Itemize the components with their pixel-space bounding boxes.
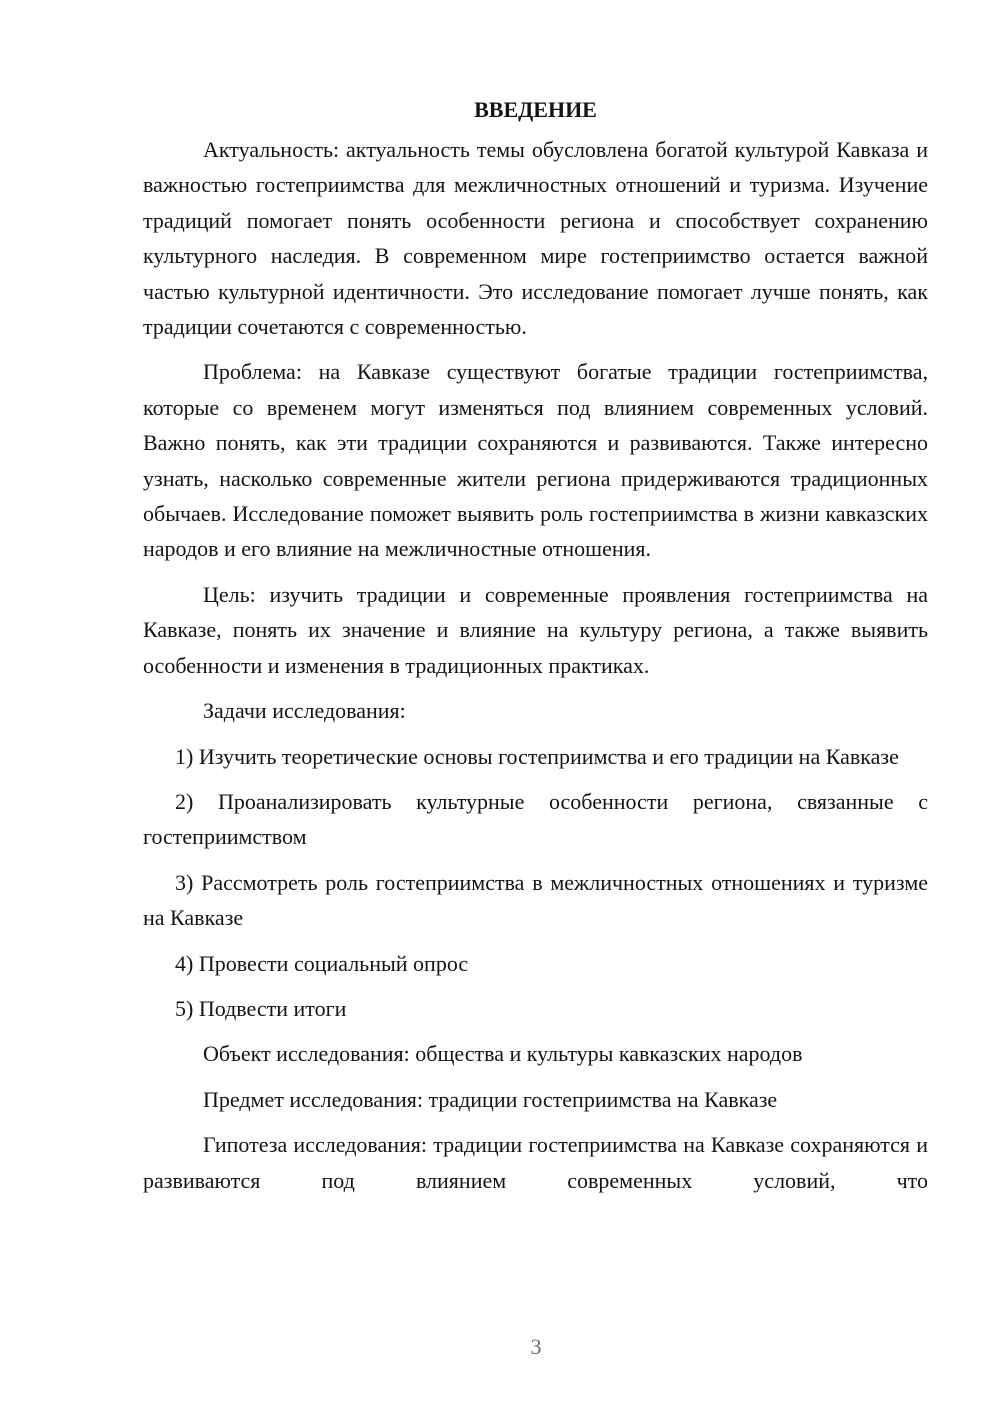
list-item: 1) Изучить теоретические основы гостеприимства и его традиции на Кавказе — [175, 743, 899, 769]
list-item: 5) Подвести итоги — [175, 995, 347, 1021]
section-heading: ВВЕДЕНИЕ — [474, 97, 597, 122]
page-number: 3 — [530, 1334, 542, 1359]
list-item: 4) Провести социальный опрос — [175, 950, 469, 976]
list-item: 3) Рассмотреть роль гостеприимства в межличностных отношениях и туризме на Кавказе — [143, 869, 928, 931]
paragraph-goal: Цель: изучить традиции и современные проявления гостеприимства на Кавказе, понять их значение и влияние на культуру региона, а также выявить особенности и изменения в традиционных практиках. — [143, 581, 928, 678]
paragraph-relevance: Актуальность: актуальность темы обусловлена богатой культурой Кавказа и важностью гостеприимства для межличностных отношений и туризма. Изучение традиций помогает понять особенности региона и способствует сохранению культурного наследия. В современном мире гостеприимство остается важной частью культурной идентичности. Это исследование помогает лучше понять, как традиции сочетаются с современностью. — [143, 137, 928, 340]
tasks-title: Задачи исследования: — [203, 698, 406, 724]
paragraph-problem: Проблема: на Кавказе существуют богатые традиции гостеприимства, которые со временем могут изменяться под влиянием современных условий. Важно понять, как эти традиции сохраняются и развиваются. Также интересно узнать, насколько современные жители региона придерживаются традиционных обычаев. Исследование поможет выявить роль гостеприимства в жизни кавказских народов и его влияние на межличностные отношения. — [143, 359, 928, 562]
document-page — [143, 92, 928, 1208]
paragraph-hypothesis: Гипотеза исследования: традиции гостеприимства на Кавказе сохраняются и развиваются под влиянием современных условий, что — [143, 1132, 928, 1193]
tasks-list — [143, 739, 928, 1027]
list-item: 2) Проанализировать культурные особенности региона, связанные с гостеприимством — [143, 788, 928, 850]
paragraph-object: Объект исследования: общества и культуры кавказских народов — [203, 1041, 803, 1067]
paragraph-subject: Предмет исследования: традиции гостеприимства на Кавказе — [203, 1086, 778, 1112]
